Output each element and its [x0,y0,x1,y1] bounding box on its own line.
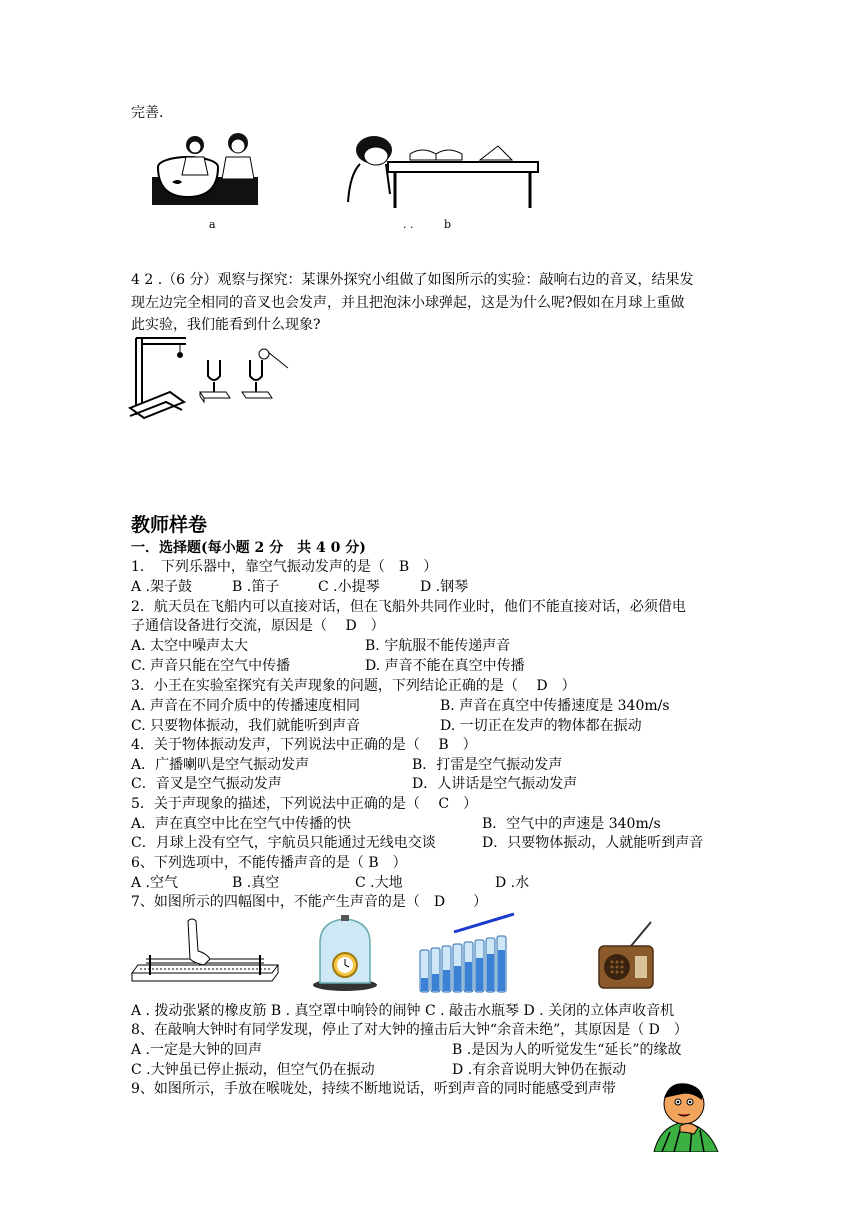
q6-option-b: B .真空 [232,875,280,891]
figure-boy-touching-throat [650,1080,722,1152]
q2-option-d: D. 声音不能在真空中传播 [365,658,525,674]
q5-option-d: D．只要物体振动，人就能听到声音 [482,835,704,851]
q6-option-c: C .大地 [355,875,403,891]
q42-line-3: 此实验，我们能看到什么现象? [131,317,321,333]
q42-line-2: 现左边完全相同的音叉也会发声，并且把泡沫小球弹起，这是为什么呢?假如在月球上重做 [131,295,685,311]
q1-option-a: A .架子鼓 [131,579,193,595]
q3-option-a: A. 声音在不同介质中的传播速度相同 [131,698,361,714]
section-heading: 一．选择题(每小题 2 分 共 4 0 分) [131,540,366,556]
q3-option-b: B. 声音在真空中传播速度是 340m/s [440,698,670,714]
q1-option-d: D .钢琴 [420,579,469,595]
sample-heading: 教师样卷 [131,514,208,536]
q5-option-b: B．空气中的声速是 340m/s [482,816,661,832]
q8-option-a: A .一定是大钟的回声 [131,1042,263,1058]
figure-b-label: b [444,218,452,231]
q1-option-b: B .笛子 [232,579,280,595]
figure-water-bottles [418,912,518,997]
q5-option-c: C．月球上没有空气，宇航员只能通过无线电交谈 [131,835,436,851]
q42-line-1: 4 2 .（6 分）观察与探究：某课外探究小组做了如图所示的实验：敲响右边的音叉，结果发 [131,272,694,288]
figure-radio [597,920,657,992]
q4-option-b: B．打雷是空气振动发声 [412,757,563,773]
q7-options: A . 拨动张紧的橡皮筋 B . 真空罩中响铃的闹钟 C . 敲击水瓶琴 D . 关闭的立体声收音机 [131,1003,675,1019]
q2-option-c: C. 声音只能在空气中传播 [131,658,291,674]
q8-option-d: D .有余音说明大钟仍在振动 [452,1062,627,1078]
q2-stem: 2．航天员在飞船内可以直接对话，但在飞船外共同作业时，他们不能直接对话，必须借电 [131,599,686,615]
q7-stem: 7、如图所示的四幅图中，不能产生声音的是（ D ） [131,894,488,910]
q2-option-b: B. 宇航服不能传递声音 [365,638,511,654]
q8-option-c: C .大钟虽已停止振动，但空气仍在振动 [131,1062,375,1078]
figure-rubber-band [130,915,280,995]
q1-option-c: C .小提琴 [318,579,380,595]
figure-bell-jar-clock [310,915,380,995]
q3-option-d: D. 一切正在发声的物体都在振动 [440,718,642,734]
q3-stem: 3．小王在实验室探究有关声现象的问题，下列结论正确的是（ D ） [131,678,576,694]
q5-option-a: A．声在真空中比在空气中传播的快 [131,816,352,832]
q4-option-c: C．音叉是空气振动发声 [131,776,282,792]
figure-b-ear-on-table [340,124,540,209]
q4-option-a: A．广播喇叭是空气振动发声 [131,757,310,773]
q2-option-a: A. 太空中噪声太大 [131,638,249,654]
q6-option-d: D .水 [495,875,530,891]
q8-option-b: B .是因为人的听觉发生“延长”的缘故 [452,1042,682,1058]
figure-tuning-forks [128,330,293,422]
q2-stem-2: 子通信设备进行交流，原因是（ D ） [131,618,385,634]
q4-stem: 4．关于物体振动发声，下列说法中正确的是（ B ） [131,737,477,753]
q5-stem: 5．关于声现象的描述，下列说法中正确的是（ C ） [131,796,478,812]
q9-stem: 9、如图所示，手放在喉咙处，持续不断地说话，听到声音的同时能感受到声带 [131,1081,616,1097]
figure-a-fish-tank [150,127,260,207]
q8-stem: 8、在敲响大钟时有同学发现，停止了对大钟的撞击后大钟“余音未绝”，其原因是（ D ） [131,1022,688,1038]
q3-option-c: C. 只要物体振动，我们就能听到声音 [131,718,361,734]
previous-text: 完善. [131,105,164,121]
figure-a-label: a [209,218,216,231]
q6-option-a: A .空气 [131,875,179,891]
q1-stem: 1． 下列乐器中，靠空气振动发声的是（ B ） [131,559,438,575]
q4-option-d: D．人讲话是空气振动发声 [412,776,578,792]
figure-dots-label: . . [403,218,414,231]
q6-stem: 6、下列选项中，不能传播声音的是（ B ） [131,855,407,871]
